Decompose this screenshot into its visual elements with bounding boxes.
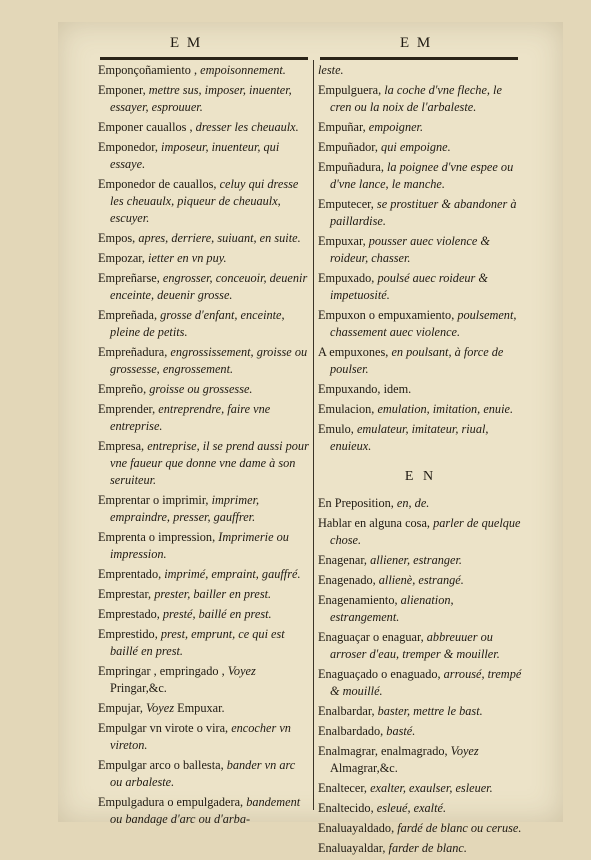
column-divider	[313, 60, 314, 810]
entry-translation: abbreuuer ou arroser d'eau, tremper & mouiller.	[330, 630, 500, 661]
entry-translation: farder de blanc.	[388, 841, 467, 855]
dictionary-entry	[318, 381, 523, 398]
dictionary-entry	[318, 196, 523, 230]
entry-headword: Enalbardado,	[318, 724, 384, 738]
dictionary-entry	[98, 586, 310, 603]
entry-headword: Emulacion,	[318, 402, 375, 416]
entry-translation: bandement ou bandage d'arc ou d'arba-	[110, 795, 301, 826]
entry-translation: prest, emprunt, ce qui est baillé en prest.	[110, 627, 285, 658]
entry-translation: engrossissement, groisse ou grossesse, engrossement.	[110, 345, 308, 376]
entry-translation: en poulsant, à force de poulser.	[330, 345, 504, 376]
entry-headword: Emponedor,	[98, 140, 158, 154]
entry-headword: Empreño,	[98, 382, 147, 396]
dictionary-entry	[318, 401, 523, 418]
entry-headword: Empreñadura,	[98, 345, 168, 359]
entry-translation: bander vn arc ou arbaleste.	[110, 758, 296, 789]
dictionary-entry	[318, 515, 523, 549]
dictionary-entry	[318, 552, 523, 569]
entry-translation: encocher vn vireton.	[110, 721, 291, 752]
entry-translation: emulateur, imitateur, riual, enuieux.	[330, 422, 489, 453]
entry-translation: Voyez	[450, 744, 479, 758]
dictionary-entry	[318, 800, 523, 817]
entry-translation: dresser les cheuaulx.	[195, 120, 299, 134]
entry-headword: Emprestar,	[98, 587, 152, 601]
entry-translation: mettre sus, imposer, inuenter, essayer, esprouuer.	[110, 83, 292, 114]
entry-headword: Enaguaçado o enaguado,	[318, 667, 441, 681]
entry-translation: entreprendre, faire vne entreprise.	[110, 402, 271, 433]
dictionary-entry	[318, 666, 523, 700]
dictionary-entry	[318, 723, 523, 740]
entry-headword: Enaluayaldar,	[318, 841, 386, 855]
dictionary-entry	[318, 572, 523, 589]
dictionary-entry	[318, 703, 523, 720]
dictionary-entry	[98, 270, 310, 304]
entry-translation: se prostituer & abandoner à paillardise.	[330, 197, 517, 228]
entry-translation: poulsé auec roideur & impetuosité.	[330, 271, 488, 302]
entry-headword: Enaltecer,	[318, 781, 368, 795]
dictionary-entry	[98, 492, 310, 526]
dictionary-entry	[98, 230, 310, 247]
dictionary-entry	[318, 159, 523, 193]
entry-headword: En Preposition,	[318, 496, 394, 510]
dictionary-entry	[318, 62, 523, 79]
dictionary-entry	[98, 62, 310, 79]
entry-headword: Enagenamiento,	[318, 593, 398, 607]
entry-headword: Empulgadura o empulgadera,	[98, 795, 244, 809]
entry-translation: allienè, estrangé.	[378, 573, 464, 587]
running-header-right: E M	[400, 35, 433, 51]
dictionary-entry	[98, 119, 310, 136]
entry-headword: Emponer cauallos ,	[98, 120, 193, 134]
dictionary-entry	[318, 233, 523, 267]
dictionary-entry	[98, 438, 310, 489]
entry-translation: imprimé, empraint, gauffré.	[164, 567, 301, 581]
dictionary-entry	[318, 344, 523, 378]
entry-translation: la coche d'vne fleche, le cren ou la noix de l'arbaleste.	[330, 83, 502, 114]
entry-headword: A empuxones,	[318, 345, 389, 359]
dictionary-entry	[98, 401, 310, 435]
dictionary-entry	[98, 529, 310, 563]
entry-translation: fardé de blanc ou ceruse.	[397, 821, 522, 835]
entry-translation: poulsement, chassement auec violence.	[330, 308, 517, 339]
dictionary-entry	[318, 820, 523, 837]
dictionary-entry	[318, 592, 523, 626]
entry-translation: groisse ou grossesse.	[149, 382, 253, 396]
entry-headword: Enalbardar,	[318, 704, 375, 718]
dictionary-entry	[98, 176, 310, 227]
dictionary-entry	[98, 566, 310, 583]
entry-translation: grosse d'enfant, enceinte, pleine de petits.	[110, 308, 285, 339]
entry-translation: Voyez	[146, 701, 175, 715]
dictionary-entry	[98, 250, 310, 267]
entry-crossref: Almagrar,&c.	[330, 761, 398, 775]
entry-headword: Emprestado,	[98, 607, 160, 621]
entry-headword: Empulguera,	[318, 83, 382, 97]
entry-translation: celuy qui dresse les cheuaulx, piqueur de cheuaulx, escuyer.	[110, 177, 299, 225]
entry-headword: Emprender,	[98, 402, 156, 416]
dictionary-entry	[98, 663, 310, 697]
entry-translation: pousser auec violence & roideur, chasser.	[330, 234, 490, 265]
entry-headword: Empuñadura,	[318, 160, 384, 174]
dictionary-entry	[98, 381, 310, 398]
entry-headword: Empreñada,	[98, 308, 158, 322]
entry-headword: Emponer,	[98, 83, 146, 97]
entry-headword: Emprentar o imprimir,	[98, 493, 209, 507]
entry-translation: empoisonnement.	[200, 63, 286, 77]
entry-translation: basté.	[386, 724, 416, 738]
dictionary-entry	[98, 757, 310, 791]
entry-translation: presté, baillé en prest.	[162, 607, 272, 621]
entry-headword: Empulgar arco o ballesta,	[98, 758, 224, 772]
dictionary-entry	[98, 606, 310, 623]
entry-headword: Emprentado,	[98, 567, 162, 581]
dictionary-entry	[98, 307, 310, 341]
entry-translation: empoigner.	[368, 120, 424, 134]
dictionary-entry	[318, 139, 523, 156]
entry-translation: Imprimerie ou impression.	[110, 530, 289, 561]
entry-headword: Empuñar,	[318, 120, 366, 134]
dictionary-entry	[318, 119, 523, 136]
entry-headword: Empujar,	[98, 701, 143, 715]
entry-translation: exalter, exaulser, esleuer.	[370, 781, 493, 795]
running-header-left: E M	[170, 35, 203, 51]
header-rule-left	[100, 57, 308, 60]
dictionary-entry	[318, 495, 523, 512]
entry-headword: Empos,	[98, 231, 136, 245]
section-heading-en: E N	[404, 469, 437, 484]
entry-translation: la poignee d'vne espee ou d'vne lance, le manche.	[330, 160, 514, 191]
entry-headword: Emputecer,	[318, 197, 374, 211]
entry-translation: baster, mettre le bast.	[377, 704, 483, 718]
entry-headword: Enagenar,	[318, 553, 368, 567]
entry-translation: imprimer, empraindre, presser, gauffrer.	[110, 493, 260, 524]
entry-translation: emulation, imitation, enuie.	[377, 402, 514, 416]
dictionary-entry	[98, 700, 310, 717]
entry-headword: Emponedor de cauallos,	[98, 177, 217, 191]
entry-headword: Empuñador,	[318, 140, 378, 154]
entry-translation: arrousé, trempé & mouillé.	[330, 667, 522, 698]
entry-translation: ietter en vn puy.	[148, 251, 227, 265]
header-rule-right	[320, 57, 518, 60]
entry-translation: prester, bailler en prest.	[154, 587, 272, 601]
dictionary-entry	[98, 344, 310, 378]
entry-translation: imposeur, inuenteur, qui essaye.	[110, 140, 280, 171]
entry-headword: Empuxado,	[318, 271, 375, 285]
dictionary-entry	[318, 270, 523, 304]
entry-headword: Empozar,	[98, 251, 145, 265]
entry-headword: Enaluayaldado,	[318, 821, 395, 835]
entry-translation: Voyez	[227, 664, 256, 678]
entry-headword: Enaguaçar o enaguar,	[318, 630, 424, 644]
dictionary-entry	[318, 82, 523, 116]
right-column	[318, 62, 523, 860]
dictionary-entry	[98, 82, 310, 116]
entry-headword: Empuxon o empuxamiento,	[318, 308, 455, 322]
dictionary-entry	[318, 421, 523, 455]
entry-headword: Hablar en alguna cosa,	[318, 516, 430, 530]
entry-crossref: Pringar,&c.	[110, 681, 167, 695]
entry-headword: Empuxando, idem.	[318, 382, 412, 396]
entry-translation: alienation, estrangement.	[330, 593, 454, 624]
entry-translation: entreprise, il se prend aussi pour vne faueur que donne vne dame à son seruiteur.	[110, 439, 309, 487]
entry-translation: engrosser, conceuoir, deuenir enceinte, deuenir grosse.	[110, 271, 308, 302]
entry-translation: apres, derriere, suiuant, en suite.	[138, 231, 301, 245]
entry-translation: leste.	[318, 63, 344, 77]
left-column	[98, 62, 310, 831]
entry-headword: Empresa,	[98, 439, 145, 453]
entry-headword: Empulgar vn virote o vira,	[98, 721, 229, 735]
entry-headword: Emponçoñamiento ,	[98, 63, 198, 77]
entry-translation: en, de.	[396, 496, 430, 510]
dictionary-entry	[98, 139, 310, 173]
entry-headword: Emulo,	[318, 422, 354, 436]
dictionary-entry	[318, 743, 523, 777]
entry-headword: Empreñarse,	[98, 271, 160, 285]
entry-crossref: Empuxar.	[177, 701, 225, 715]
entry-headword: Emprenta o impression,	[98, 530, 216, 544]
dictionary-entry	[318, 840, 523, 857]
entry-translation: qui empoigne.	[381, 140, 451, 154]
entry-translation: alliener, estranger.	[370, 553, 462, 567]
entry-headword: Enagenado,	[318, 573, 376, 587]
dictionary-entry	[318, 307, 523, 341]
entry-headword: Empringar , empringado ,	[98, 664, 225, 678]
entry-translation: esleué, exalté.	[376, 801, 447, 815]
dictionary-entry	[98, 626, 310, 660]
entry-headword: Enaltecido,	[318, 801, 374, 815]
dictionary-entry	[98, 720, 310, 754]
entry-translation: parler de quelque chose.	[330, 516, 521, 547]
entry-headword: Emprestido,	[98, 627, 158, 641]
dictionary-entry	[318, 629, 523, 663]
entry-headword: Empuxar,	[318, 234, 366, 248]
dictionary-entry	[318, 780, 523, 797]
dictionary-entry	[98, 794, 310, 828]
entry-headword: Enalmagrar, enalmagrado,	[318, 744, 448, 758]
